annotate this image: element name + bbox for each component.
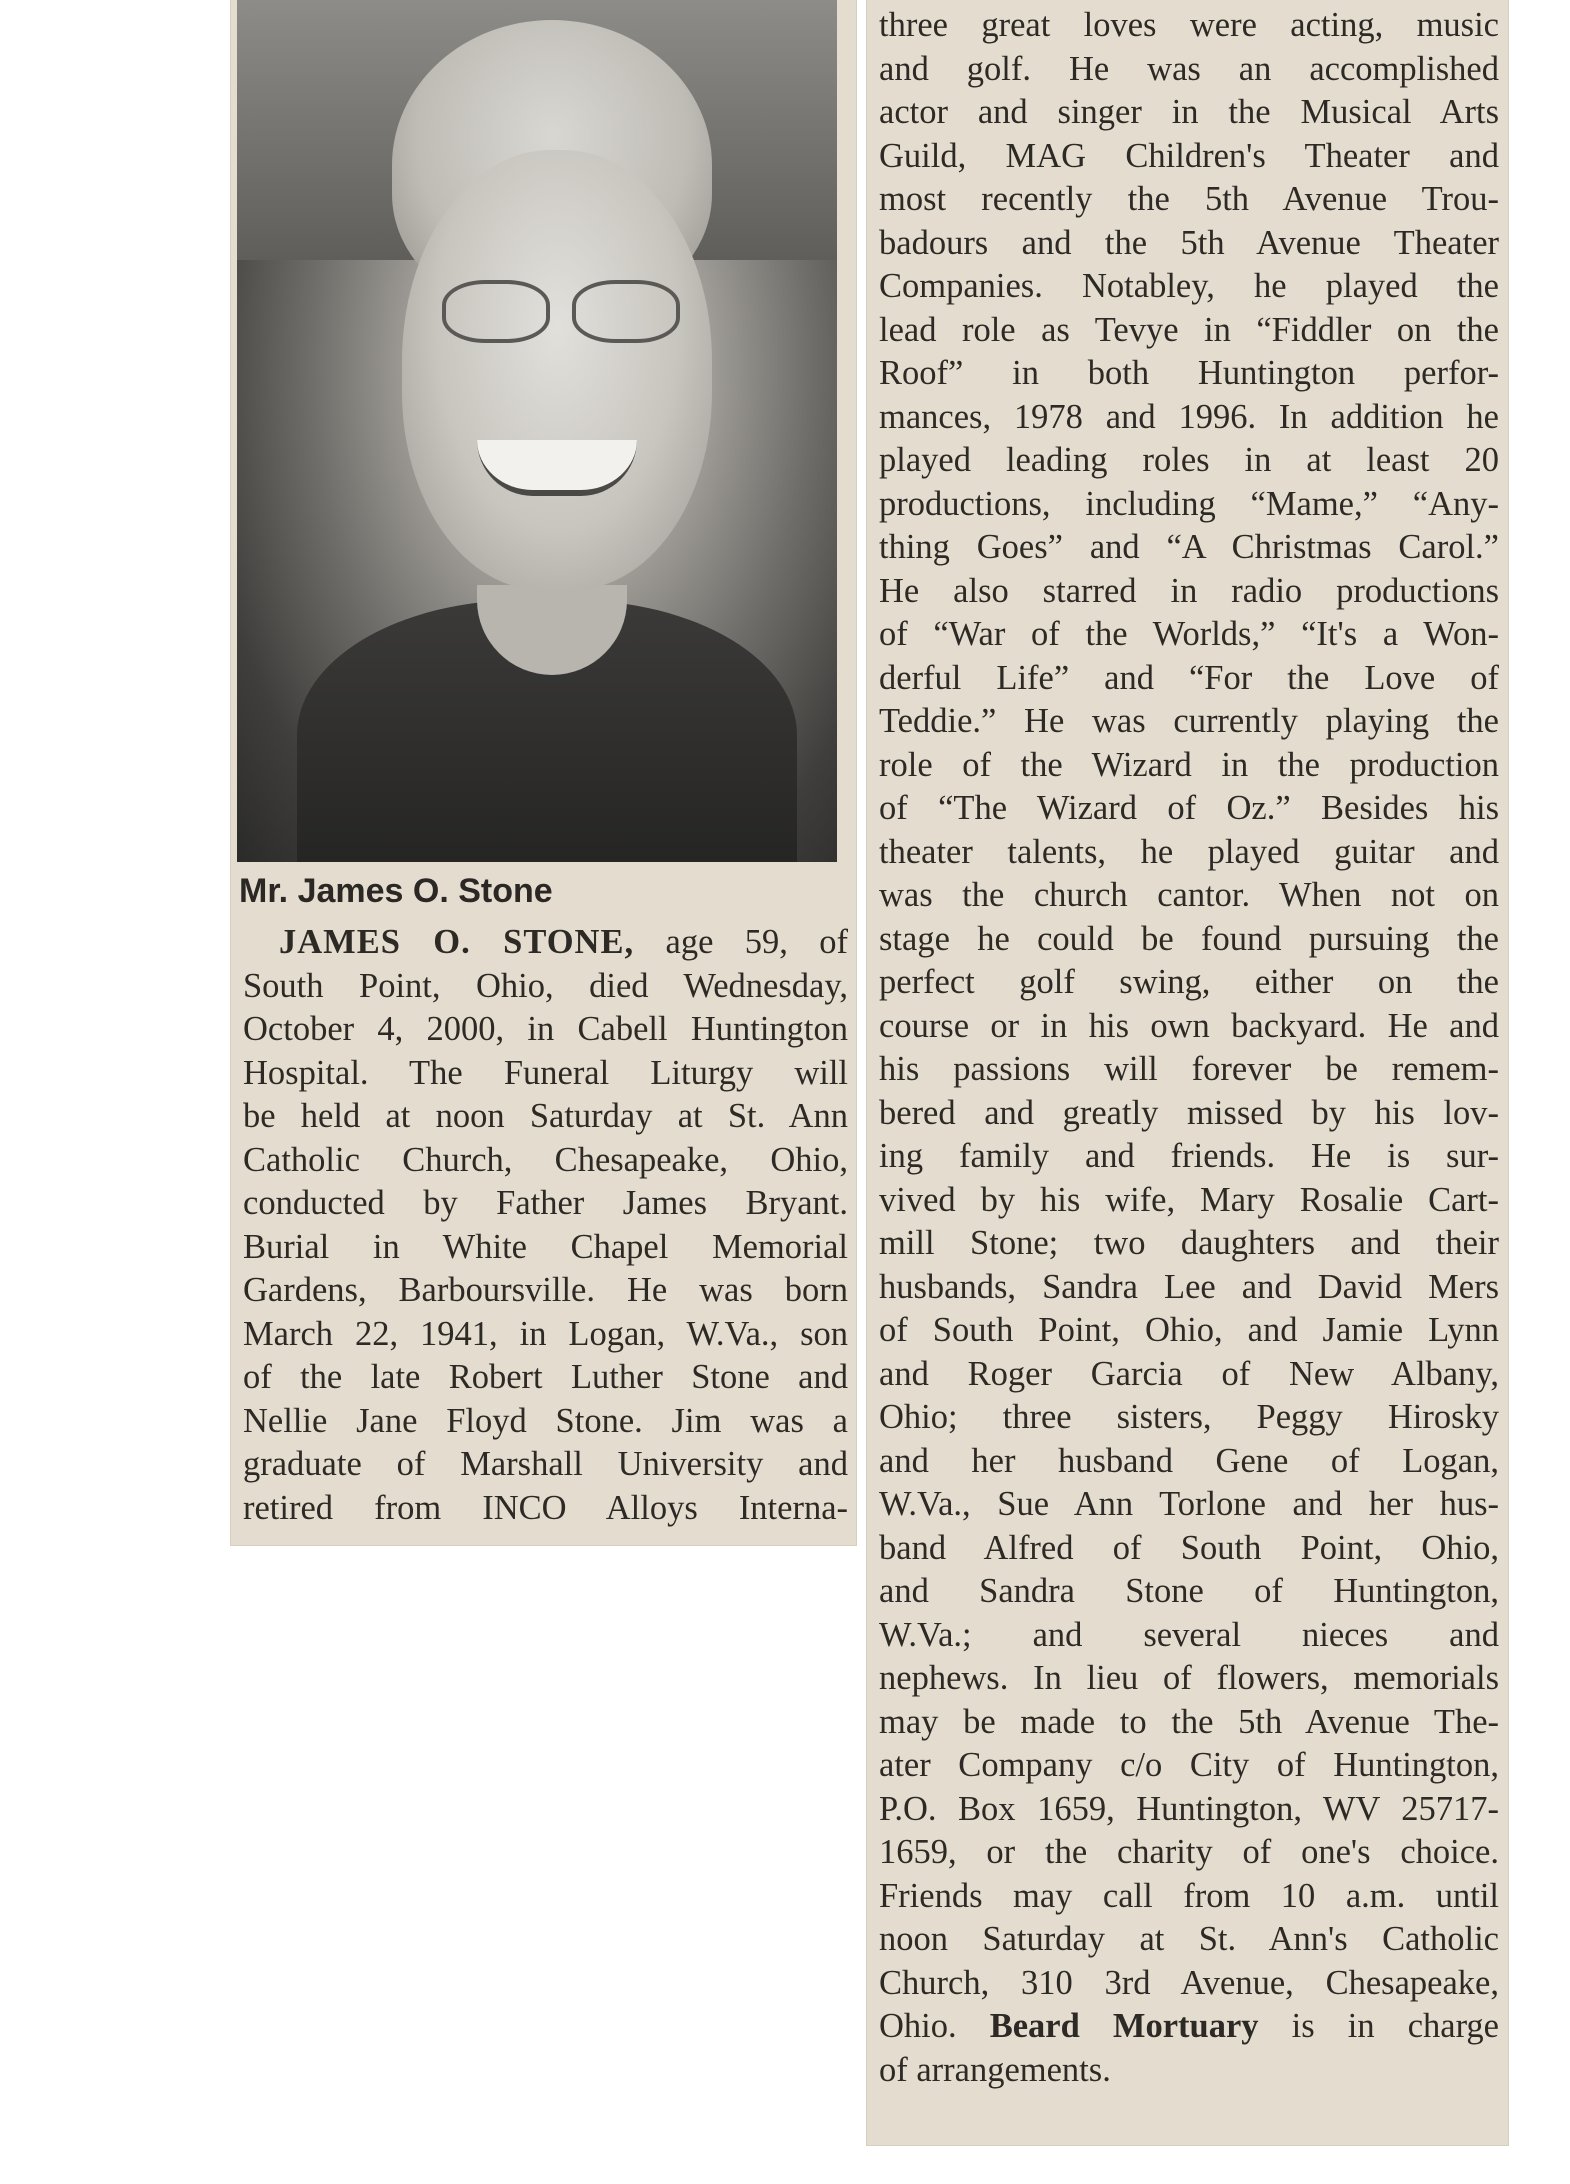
right-line-final: of arrangements. xyxy=(879,2050,1111,2089)
text-line: P.O. Box 1659, Huntington, WV 25717- xyxy=(879,1789,1499,1828)
photo-face xyxy=(402,150,712,590)
text-line: productions, including “Mame,” “Any- xyxy=(879,484,1499,523)
text-line: graduate of Marshall University and xyxy=(243,1445,848,1483)
text-line: stage he could be found pursuing the xyxy=(879,919,1499,958)
text-line: and golf. He was an accomplished xyxy=(879,49,1499,88)
text-line: most recently the 5th Avenue Trou- xyxy=(879,180,1499,218)
right-column-text xyxy=(879,4,1499,2092)
text-line: Hospital. The Funeral Liturgy will xyxy=(243,1053,848,1092)
text-line: course or in his own backyard. He and xyxy=(879,1006,1499,1045)
text-line: ing family and friends. He is sur- xyxy=(879,1137,1499,1175)
lead-line-rest: age 59, of xyxy=(665,923,848,961)
text-line: thing Goes” and “A Christmas Carol.” xyxy=(879,528,1499,566)
text-line: 1659, or the charity of one's choice. xyxy=(879,1833,1499,1871)
text-line: W.Va., Sue Ann Torlone and her hus- xyxy=(879,1485,1499,1523)
text-line: South Point, Ohio, died Wednesday, xyxy=(243,966,848,1005)
portrait-photo xyxy=(237,0,837,862)
text-line: lead role as Tevye in “Fiddler on the xyxy=(879,310,1499,349)
text-line: husbands, Sandra Lee and David Mers xyxy=(879,1267,1499,1306)
text-line: theater talents, he played guitar and xyxy=(879,832,1499,871)
funeral-home-name: Beard Mortuary xyxy=(989,2007,1259,2045)
text-line: October 4, 2000, in Cabell Huntington xyxy=(243,1010,848,1048)
text-line: of “The Wizard of Oz.” Besides his xyxy=(879,789,1499,827)
left-line-lead xyxy=(243,921,848,965)
deceased-name: JAMES O. STONE, xyxy=(279,923,635,961)
photo-glasses-right xyxy=(572,280,680,343)
closing-pre: Ohio. xyxy=(879,2007,957,2045)
text-line: mill Stone; two daughters and their xyxy=(879,1224,1499,1262)
obituary-clipping-left xyxy=(231,0,856,1545)
text-line: Catholic Church, Chesapeake, Ohio, xyxy=(243,1140,848,1179)
text-line: retired from INCO Alloys Interna- xyxy=(243,1488,848,1527)
text-line: may be made to the 5th Avenue The- xyxy=(879,1702,1499,1741)
text-line: Friends may call from 10 a.m. until xyxy=(879,1876,1499,1915)
text-line: Burial in White Chapel Memorial xyxy=(243,1227,848,1266)
text-line: Companies. Notabley, he played the xyxy=(879,267,1499,305)
text-line: conducted by Father James Bryant. xyxy=(243,1184,848,1222)
text-line: derful Life” and “For the Love of xyxy=(879,658,1499,697)
text-line: his passions will forever be remem- xyxy=(879,1050,1499,1088)
text-line: noon Saturday at St. Ann's Catholic xyxy=(879,1920,1499,1958)
text-line: band Alfred of South Point, Ohio, xyxy=(879,1528,1499,1567)
left-column-lines xyxy=(243,965,848,1531)
right-line-closing xyxy=(879,2005,1499,2049)
text-line: perfect golf swing, either on the xyxy=(879,963,1499,1001)
text-line: Roof” in both Huntington perfor- xyxy=(879,354,1499,392)
text-line: W.Va.; and several nieces and xyxy=(879,1615,1499,1654)
text-line: role of the Wizard in the production xyxy=(879,745,1499,784)
text-line: Church, 310 3rd Avenue, Chesapeake, xyxy=(879,1963,1499,2002)
text-line: bered and greatly missed by his lov- xyxy=(879,1093,1499,1132)
text-line: of South Point, Ohio, and Jamie Lynn xyxy=(879,1311,1499,1349)
text-line: and Sandra Stone of Huntington, xyxy=(879,1572,1499,1610)
text-line: He also starred in radio productions xyxy=(879,571,1499,610)
text-line: and her husband Gene of Logan, xyxy=(879,1441,1499,1480)
text-line: Guild, MAG Children's Theater and xyxy=(879,136,1499,175)
text-line: be held at noon Saturday at St. Ann xyxy=(243,1097,848,1135)
text-line: actor and singer in the Musical Arts xyxy=(879,93,1499,131)
closing-post: is in charge xyxy=(1291,2007,1499,2045)
text-line: Nellie Jane Floyd Stone. Jim was a xyxy=(243,1401,848,1440)
text-line: vived by his wife, Mary Rosalie Cart- xyxy=(879,1180,1499,1219)
right-column-lines xyxy=(879,4,1499,2005)
text-line: ater Company c/o City of Huntington, xyxy=(879,1746,1499,1784)
text-line: and Roger Garcia of New Albany, xyxy=(879,1354,1499,1393)
text-line: badours and the 5th Avenue Theater xyxy=(879,223,1499,262)
text-line: three great loves were acting, music xyxy=(879,6,1499,44)
text-line: of “War of the Worlds,” “It's a Won- xyxy=(879,615,1499,653)
photo-caption: Mr. James O. Stone xyxy=(239,872,553,910)
left-column-text xyxy=(243,921,848,1530)
text-line: Teddie.” He was currently playing the xyxy=(879,702,1499,740)
text-line: mances, 1978 and 1996. In addition he xyxy=(879,397,1499,436)
text-line: Ohio; three sisters, Peggy Hirosky xyxy=(879,1398,1499,1436)
text-line: was the church cantor. When not on xyxy=(879,876,1499,914)
text-line: Gardens, Barboursville. He was born xyxy=(243,1271,848,1309)
text-line: played leading roles in at least 20 xyxy=(879,441,1499,479)
text-line: nephews. In lieu of flowers, memorials xyxy=(879,1659,1499,1697)
text-line: of the late Robert Luther Stone and xyxy=(243,1358,848,1396)
obituary-clipping-right xyxy=(867,0,1508,2145)
text-line: March 22, 1941, in Logan, W.Va., son xyxy=(243,1314,848,1353)
photo-glasses-left xyxy=(442,280,550,343)
